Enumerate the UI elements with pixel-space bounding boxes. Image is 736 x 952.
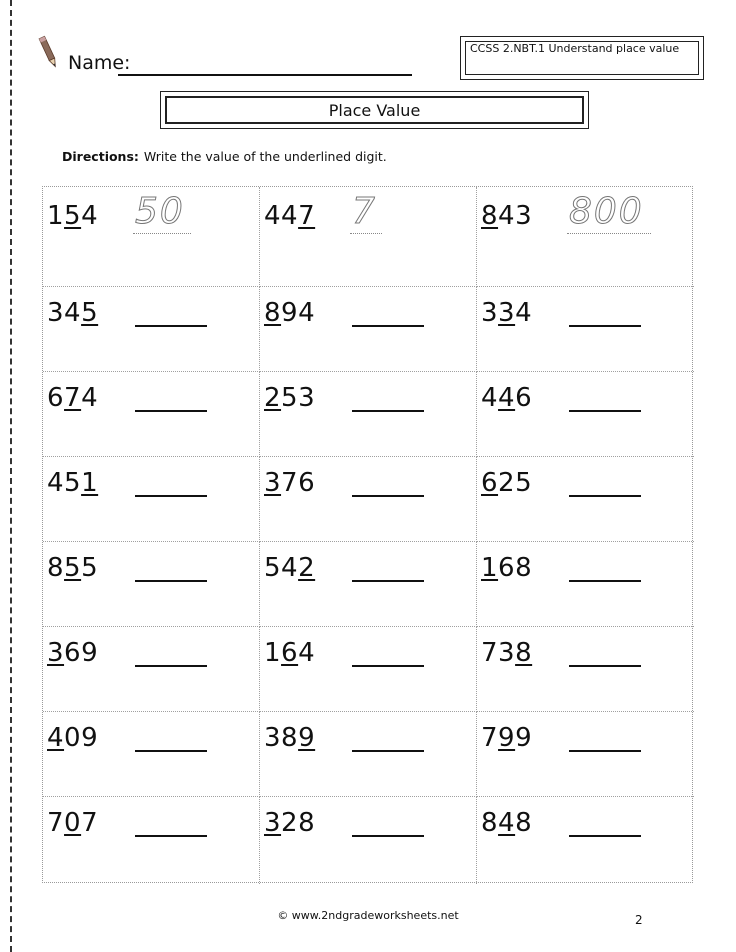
problem-cell — [43, 797, 260, 884]
name-field[interactable] — [118, 74, 412, 76]
answer-blank[interactable] — [569, 835, 641, 837]
problem-cell — [260, 627, 477, 712]
problem-cell — [43, 372, 260, 457]
answer-blank[interactable] — [135, 750, 207, 752]
example-answer: 7 — [352, 191, 377, 232]
answer-blank[interactable] — [352, 665, 424, 667]
problem-number: 376 — [264, 468, 316, 498]
problem-number: 843 — [481, 201, 533, 231]
standard-text: CCSS 2.NBT.1 Understand place value — [470, 42, 680, 55]
problem-number: 328 — [264, 808, 316, 838]
problem-cell — [260, 187, 477, 287]
problem-cell — [43, 542, 260, 627]
problem-number: 542 — [264, 553, 316, 583]
example-answer: 800 — [569, 191, 644, 232]
directions — [62, 149, 387, 164]
answer-blank[interactable] — [352, 580, 424, 582]
problem-number: 334 — [481, 298, 533, 328]
answer-blank[interactable] — [135, 580, 207, 582]
problem-grid — [42, 186, 693, 883]
answer-blank[interactable] — [352, 325, 424, 327]
problem-number: 253 — [264, 383, 316, 413]
example-answer-line — [350, 233, 382, 234]
problem-cell — [260, 287, 477, 372]
cut-line — [10, 0, 12, 952]
answer-blank[interactable] — [569, 580, 641, 582]
answer-blank[interactable] — [135, 665, 207, 667]
problem-cell — [43, 457, 260, 542]
problem-number: 855 — [47, 553, 99, 583]
problem-number: 369 — [47, 638, 99, 668]
answer-blank[interactable] — [352, 410, 424, 412]
standard-box — [460, 36, 704, 80]
name-label: Name: — [68, 52, 131, 74]
footer-copyright: © www.2ndgradeworksheets.net — [277, 909, 459, 922]
problem-cell — [477, 712, 694, 797]
problem-number: 446 — [481, 383, 533, 413]
problem-cell — [43, 287, 260, 372]
problem-number: 799 — [481, 723, 533, 753]
answer-blank[interactable] — [135, 410, 207, 412]
page-title: Place Value — [328, 101, 421, 120]
answer-blank[interactable] — [135, 325, 207, 327]
problem-number: 738 — [481, 638, 533, 668]
title-box — [160, 91, 589, 129]
problem-cell — [43, 712, 260, 797]
problem-number: 848 — [481, 808, 533, 838]
problem-cell — [43, 187, 260, 287]
problem-number: 154 — [47, 201, 99, 231]
problem-cell — [260, 797, 477, 884]
answer-blank[interactable] — [135, 835, 207, 837]
problem-cell — [477, 287, 694, 372]
page-number: 2 — [635, 913, 643, 927]
example-answer-line — [567, 233, 651, 234]
problem-number: 894 — [264, 298, 316, 328]
answer-blank[interactable] — [569, 325, 641, 327]
answer-blank[interactable] — [352, 495, 424, 497]
answer-blank[interactable] — [569, 410, 641, 412]
problem-number: 674 — [47, 383, 99, 413]
answer-blank[interactable] — [135, 495, 207, 497]
example-answer: 50 — [135, 191, 185, 232]
problem-number: 409 — [47, 723, 99, 753]
problem-cell — [260, 372, 477, 457]
example-answer-line — [133, 233, 191, 234]
problem-number: 707 — [47, 808, 99, 838]
problem-cell — [477, 372, 694, 457]
directions-text: Write the value of the underlined digit. — [143, 149, 387, 164]
answer-blank[interactable] — [352, 835, 424, 837]
problem-number: 164 — [264, 638, 316, 668]
problem-cell — [477, 627, 694, 712]
problem-cell — [260, 712, 477, 797]
problem-number: 451 — [47, 468, 99, 498]
problem-cell — [477, 187, 694, 287]
problem-cell — [477, 797, 694, 884]
problem-number: 625 — [481, 468, 533, 498]
answer-blank[interactable] — [569, 495, 641, 497]
problem-cell — [477, 457, 694, 542]
answer-blank[interactable] — [569, 665, 641, 667]
problem-cell — [43, 627, 260, 712]
directions-label: Directions: — [62, 149, 139, 164]
problem-number: 345 — [47, 298, 99, 328]
answer-blank[interactable] — [352, 750, 424, 752]
answer-blank[interactable] — [569, 750, 641, 752]
problem-number: 389 — [264, 723, 316, 753]
problem-cell — [260, 457, 477, 542]
problem-number: 447 — [264, 201, 316, 231]
pencil-icon — [38, 34, 60, 72]
problem-number: 168 — [481, 553, 533, 583]
problem-cell — [477, 542, 694, 627]
problem-cell — [260, 542, 477, 627]
